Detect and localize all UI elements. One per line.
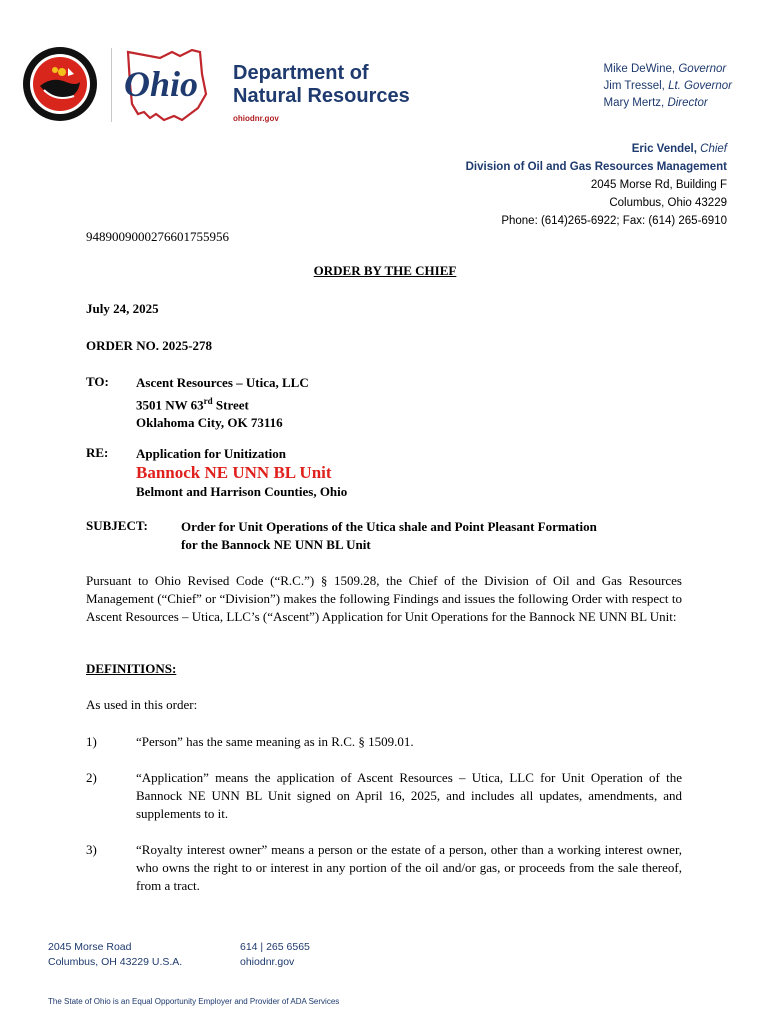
footer-address-line2: Columbus, OH 43229 U.S.A. <box>48 956 183 968</box>
definition-text: “Royalty interest owner” means a person or the estate of a person, other than a working interest owner, who owns the right to or interest in any portion of the oil and/or gas, or proceeds from the sale thereof, from a tract. <box>136 842 682 893</box>
lt-governor-line <box>604 78 732 95</box>
governor-title: Governor <box>678 63 727 75</box>
ohio-wordmark: Ohio <box>124 64 199 104</box>
re-counties: Belmont and Harrison Counties, Ohio <box>136 484 348 499</box>
order-date: July 24, 2025 <box>86 301 159 316</box>
to-label: TO: <box>86 374 109 389</box>
document-title <box>0 263 770 279</box>
governor-name: Mike DeWine, <box>603 63 676 75</box>
dept-name-line1: Department of <box>233 62 369 84</box>
ohio-state-outline-logo <box>120 44 230 124</box>
used-in-text: As used in this order: <box>86 697 198 712</box>
header-site-url: ohiodnr.gov <box>233 114 279 123</box>
chief-name: Eric Vendel, <box>631 143 697 155</box>
tracking-number: 9489009000276601755956 <box>86 229 229 244</box>
dept-name-line2: Natural Resources <box>233 85 410 107</box>
director-name: Mary Mertz, <box>603 97 665 109</box>
chief-line <box>466 140 727 158</box>
subject-line2: for the Bannock NE UNN BL Unit <box>181 537 371 552</box>
lt-governor-name: Jim Tressel, <box>603 80 665 92</box>
recipient-block <box>136 374 309 432</box>
recipient-city: Oklahoma City, OK 73116 <box>136 415 283 431</box>
definition-number: 1) <box>86 734 97 749</box>
footer-phone: 614 | 265 6565 <box>240 941 310 953</box>
document-title-text: ORDER BY THE CHIEF <box>313 263 457 278</box>
recipient-street-suffix: rd <box>203 396 213 406</box>
department-name <box>233 62 410 108</box>
re-application: Application for Unitization <box>136 446 286 461</box>
recipient-street-word: Street <box>212 397 249 413</box>
subject-label: SUBJECT: <box>86 518 148 533</box>
definition-text: “Person” has the same meaning as in R.C. § 1509.01. <box>136 734 414 749</box>
order-number: ORDER NO. 2025-278 <box>86 338 213 353</box>
division-address-line1: 2045 Morse Rd, Building F <box>590 179 727 191</box>
definition-text: “Application” means the application of Ascent Resources – Utica, LLC for Unit Operation of the Bannock NE UNN BL Unit signed on April 16, 2025, and includes all updates, amendments, and supplements to it. <box>136 770 682 821</box>
recipient-name: Ascent Resources – Utica, LLC <box>136 375 309 390</box>
intro-paragraph: Pursuant to Ohio Revised Code (“R.C.”) § 1509.28, the Chief of the Division of Oil and Gas Resources Management (“Chief” or “Division”) makes the following Findings and issues the following Order with respect to Ascent Resources – Utica, LLC’s (“Ascent”) Application for Unit Operations for the Bannock NE UNN BL Unit: <box>86 573 682 624</box>
subject-block <box>181 518 701 554</box>
lt-governor-title: Lt. Governor <box>668 80 732 92</box>
re-block <box>136 445 347 501</box>
officials-block <box>604 61 732 112</box>
recipient-street <box>136 392 309 414</box>
division-block <box>466 140 727 230</box>
footer-address <box>48 940 182 970</box>
re-unit-name: Bannock NE UNN BL Unit <box>136 463 332 482</box>
director-title: Director <box>667 97 708 109</box>
chief-title: Chief <box>700 143 727 155</box>
definition-number: 3) <box>86 842 97 857</box>
footer-address-line1: 2045 Morse Road <box>48 941 132 953</box>
definitions-heading: DEFINITIONS: <box>86 661 177 676</box>
definition-number: 2) <box>86 770 97 785</box>
footer-website: ohiodnr.gov <box>240 956 295 968</box>
division-name: Division of Oil and Gas Resources Management <box>465 161 727 173</box>
governor-line <box>604 61 732 78</box>
header-divider <box>111 48 112 122</box>
footer-contact <box>240 940 310 970</box>
recipient-street-number: 3501 NW 63 <box>136 397 204 413</box>
division-address-line2: Columbus, Ohio 43229 <box>609 197 727 209</box>
odnr-seal-icon <box>22 46 98 122</box>
subject-line1: Order for Unit Operations of the Utica shale and Point Pleasant Formation <box>181 519 597 534</box>
director-line <box>604 95 732 112</box>
re-label: RE: <box>86 445 109 460</box>
division-phone-fax: Phone: (614)265-6922; Fax: (614) 265-6910 <box>501 215 727 227</box>
footer-eeo-statement: The State of Ohio is an Equal Opportunity Employer and Provider of ADA Services <box>48 997 340 1006</box>
